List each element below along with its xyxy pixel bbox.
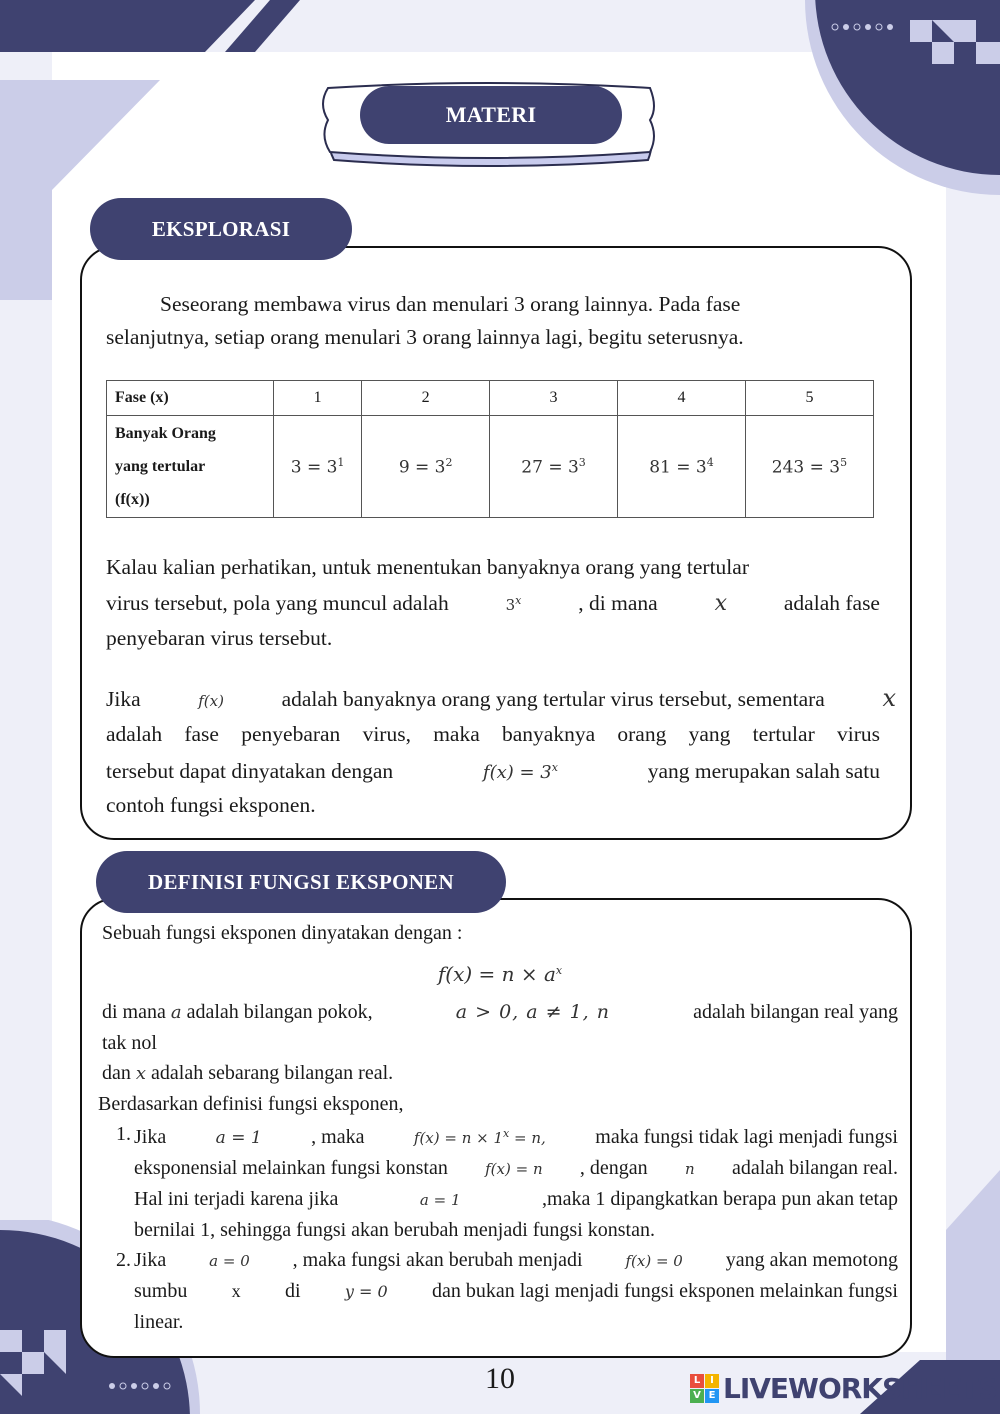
watermark-logo: L I V E bbox=[690, 1374, 719, 1403]
value-cell: $243 = 3^5$ bbox=[745, 416, 873, 518]
materi-label: MATERI bbox=[360, 86, 622, 144]
intro-line-1: Seseorang membawa virus dan menulari 3 orang lainnya. Pada fase bbox=[160, 292, 741, 316]
table-row-banyak-orang bbox=[107, 416, 874, 518]
phase-cell: 1 bbox=[273, 381, 361, 416]
def-item-2: 2. Jika a = 0 , maka fungsi akan berubah menjadi f(x) = 0 yang akan memotong sumbu x di y = 0 dan bukan lagi menjadi fungsi eksponen melainkan fungsi linear. bbox=[116, 1249, 898, 1333]
def-item-1: 1. Jika a = 1 , maka $f(x) = n \times 1^x = n$, maka fungsi tidak lagi menjadi fungsi eksponensial melainkan fungsi konstan f(x) = n , dengan n adalah bilangan real. Hal ini terjadi karena jika a = 1 ,maka 1 dipangkatkan berapa pun akan tetap bernilai 1, sehingga fungsi akan berubah menjadi fungsi konstan. bbox=[116, 1123, 898, 1241]
def-line-1: Sebuah fungsi eksponen dinyatakan dengan : bbox=[102, 922, 463, 944]
fase-header: Fase (x) bbox=[107, 381, 274, 416]
phase-cell: 5 bbox=[745, 381, 873, 416]
p2-line-3: penyebaran virus tersebut. bbox=[106, 626, 333, 650]
page-number: 10 bbox=[485, 1362, 515, 1395]
eksplorasi-heading: EKSPLORASI bbox=[90, 198, 352, 260]
phase-cell: 3 bbox=[490, 381, 618, 416]
def-line-5: Berdasarkan definisi fungsi eksponen, bbox=[98, 1093, 404, 1115]
value-cell: $3 = 3^1$ bbox=[273, 416, 361, 518]
p3-line-3: tersebut dapat dinyatakan dengan $f(x) = 3^x$ yang merupakan salah satu bbox=[106, 759, 880, 783]
fase-table bbox=[106, 380, 874, 518]
def-line-4: dan x adalah sebarang bilangan real. bbox=[102, 1062, 394, 1084]
top-left-stripes bbox=[0, 0, 300, 60]
intro-line-2: selanjutnya, setiap orang menulari 3 orang lainnya lagi, begitu seterusnya. bbox=[106, 325, 744, 349]
value-cell: $27 = 3^3$ bbox=[490, 416, 618, 518]
p2-line-2: virus tersebut, pola yang muncul adalah 3$^x$ , di mana x adalah fase bbox=[106, 591, 880, 616]
watermark bbox=[690, 1372, 997, 1405]
p3-line-1: Jika f(x) adalah banyaknya orang yang tertular virus tersebut, sementara x bbox=[106, 684, 896, 712]
p3-line-4: contoh fungsi eksponen. bbox=[106, 793, 316, 817]
value-cell: $81 = 3^4$ bbox=[618, 416, 746, 518]
value-cell: $9 = 3^2$ bbox=[362, 416, 490, 518]
eksplorasi-intro bbox=[106, 288, 880, 354]
fungsi-paragraph bbox=[106, 682, 896, 822]
table-row-fase bbox=[107, 381, 874, 416]
watermark-text: LIVEWORKSHEETS bbox=[723, 1372, 998, 1405]
definisi-heading: DEFINISI FUNGSI EKSPONEN bbox=[96, 851, 506, 913]
def-line-2: di mana a adalah bilangan pokok, a > 0, a ≠ 1, n adalah bilangan real yang bbox=[102, 1001, 898, 1023]
banyak-orang-header: Banyak Orang yang tertular (f(x)) bbox=[107, 416, 274, 518]
def-formula: $f(x) = n \times a^x$ bbox=[437, 962, 563, 986]
def-line-3: tak nol bbox=[102, 1032, 157, 1054]
top-right-circle bbox=[760, 0, 1000, 195]
definisi-content bbox=[98, 918, 898, 1337]
p2-line-1: Kalau kalian perhatikan, untuk menentukan banyaknya orang yang tertular bbox=[106, 555, 749, 579]
phase-cell: 4 bbox=[618, 381, 746, 416]
p3-line-2: adalah fase penyebaran virus, maka banyaknya orang yang tertular virus bbox=[106, 722, 880, 746]
pola-paragraph bbox=[106, 551, 880, 655]
phase-cell: 2 bbox=[362, 381, 490, 416]
